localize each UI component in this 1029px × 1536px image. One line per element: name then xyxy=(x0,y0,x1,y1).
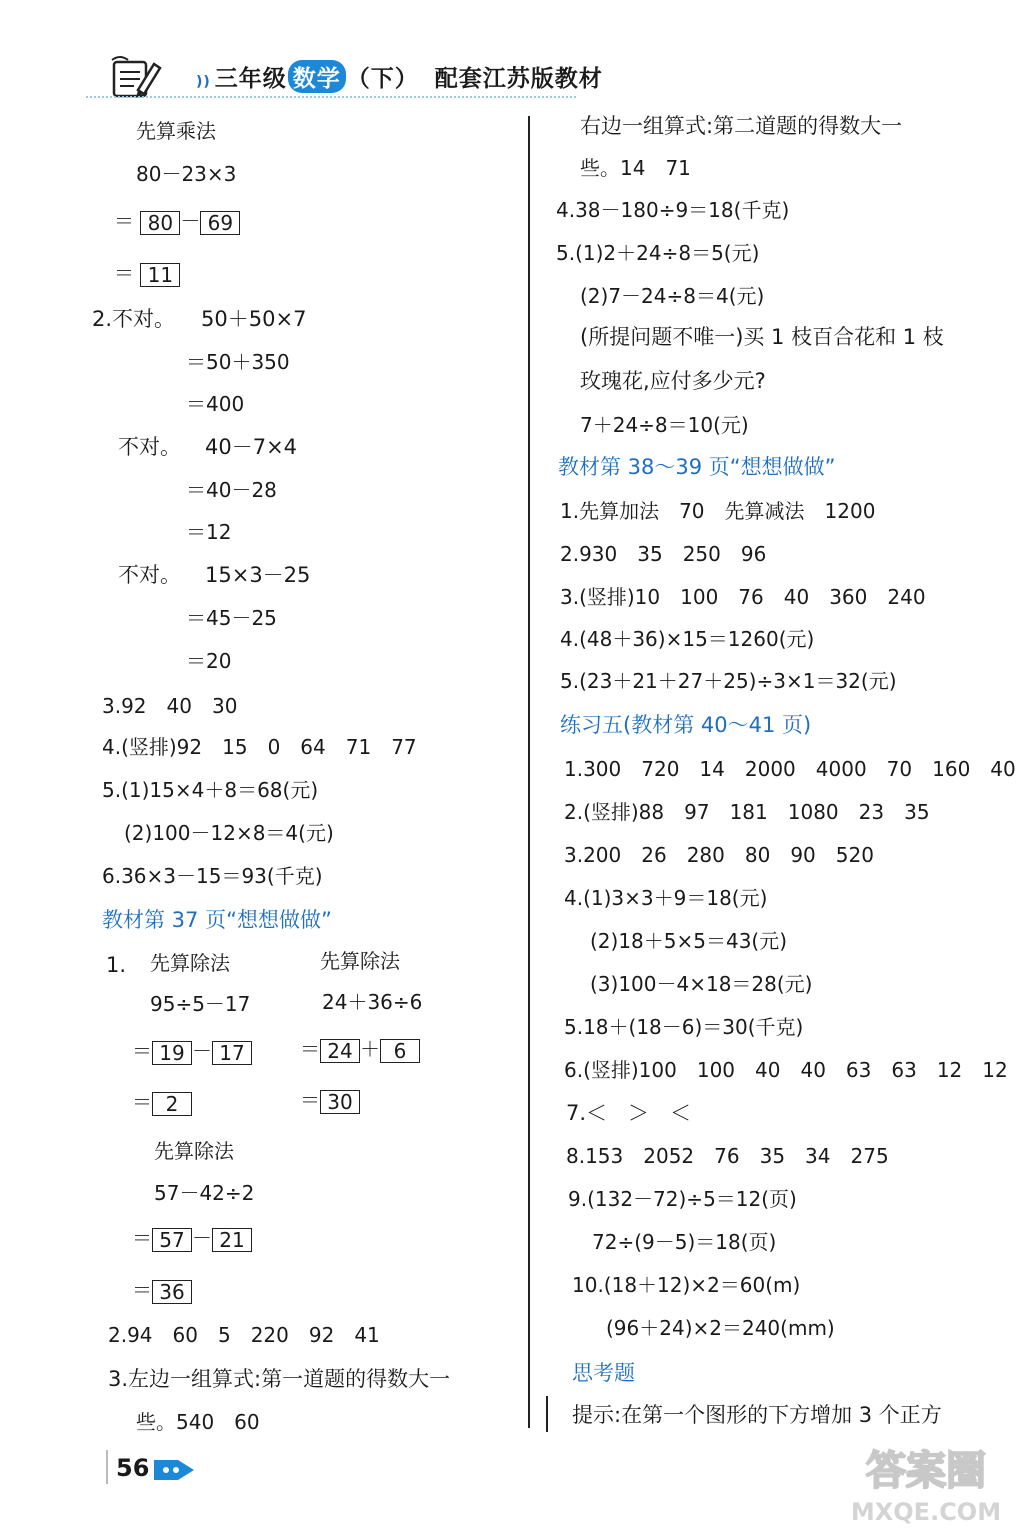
page-number: 56 xyxy=(116,1454,150,1482)
left-text-line: 4.(竖排)92 15 0 64 71 77 xyxy=(102,735,417,759)
boxed-equation xyxy=(132,1277,192,1303)
equals-sign: ＝ xyxy=(132,1090,152,1114)
left-text-line: 3.92 40 30 xyxy=(102,694,238,718)
operator: － xyxy=(180,209,201,233)
operator: ＋ xyxy=(360,1037,380,1061)
right-text-line: 9.(132－72)÷5＝12(页) xyxy=(568,1187,797,1211)
right-text-line: 7.＜ ＞ ＜ xyxy=(566,1101,692,1125)
right-text-line: (2)18＋5×5＝43(元) xyxy=(590,929,788,953)
item-label: 不对。 xyxy=(118,435,181,459)
answer-box: 80 xyxy=(140,211,180,235)
boxed-equation xyxy=(114,260,180,286)
left-text-line: 先算乘法 xyxy=(136,119,216,143)
right-text-line: 5.18＋(18－6)＝30(千克) xyxy=(564,1015,804,1039)
answer-box: 36 xyxy=(152,1280,192,1304)
right-text-line: 右边一组算式:第二道题的得数大一 xyxy=(580,114,903,138)
boxed-equation xyxy=(132,1089,192,1115)
equals-sign: ＝ xyxy=(132,1039,152,1063)
answer-box: 2 xyxy=(152,1092,192,1116)
page-number-arrow-icon xyxy=(152,1458,196,1482)
item-expression: 50＋50×7 xyxy=(201,307,307,331)
left-text-line: ＝12 xyxy=(186,520,232,544)
watermark-text: 答案圈 xyxy=(866,1448,986,1494)
right-text-line: 4.38－180÷9＝18(千克) xyxy=(556,198,790,222)
answer-box: 6 xyxy=(380,1039,420,1063)
left-text-line: 先算除法 xyxy=(320,949,400,973)
item-label: 不对。 xyxy=(112,307,176,331)
header-term: （下） xyxy=(346,66,419,92)
equals-sign: ＝ xyxy=(300,1088,320,1112)
boxed-equation xyxy=(132,1225,252,1251)
footer-divider xyxy=(106,1450,108,1484)
answer-box: 57 xyxy=(152,1228,192,1252)
left-text-line: 24＋36÷6 xyxy=(322,990,423,1014)
section-heading: 练习五(教材第 40～41 页) xyxy=(560,713,812,737)
right-text-line: 提示:在第一个图形的下方增加 3 个正方 xyxy=(572,1403,942,1427)
right-text-line: 72÷(9－5)＝18(页) xyxy=(592,1230,777,1254)
right-text-line: 1.先算加法 70 先算减法 1200 xyxy=(560,499,876,523)
right-text-line: 5.(23＋21＋27＋25)÷3×1＝32(元) xyxy=(560,669,897,693)
left-text-line: 先算除法 xyxy=(154,1139,234,1163)
notebook-pencil-icon xyxy=(108,54,162,102)
equals-sign: ＝ xyxy=(114,209,134,233)
right-text-line: 6.(竖排)100 100 40 40 63 63 12 12 xyxy=(564,1058,1008,1082)
left-text-line: (2)100－12×8＝4(元) xyxy=(124,821,334,845)
operator: － xyxy=(192,1226,212,1250)
answer-item xyxy=(92,306,306,332)
column-divider xyxy=(528,116,530,1428)
equals-sign: ＝ xyxy=(114,261,134,285)
header-subject-badge: 数学 xyxy=(288,60,346,93)
answer-item xyxy=(118,434,297,460)
answer-box: 69 xyxy=(200,211,240,235)
equals-sign: ＝ xyxy=(132,1226,152,1250)
watermark-logo xyxy=(846,1440,1006,1530)
right-text-line: (96＋24)×2＝240(mm) xyxy=(606,1316,835,1340)
answer-box: 19 xyxy=(152,1041,192,1065)
left-text-line: ＝45－25 xyxy=(186,606,277,630)
left-text-line: 3.左边一组算式:第一道题的得数大一 xyxy=(108,1367,451,1391)
right-text-line: 3.(竖排)10 100 76 40 360 240 xyxy=(560,585,926,609)
header-title: )) 三年级 数学 （下） 配套江苏版教材 xyxy=(196,60,603,93)
right-text-line: 8.153 2052 76 35 34 275 xyxy=(566,1144,889,1168)
header-edition: 配套江苏版教材 xyxy=(434,66,603,92)
right-margin-rule xyxy=(546,1396,548,1432)
equals-sign: ＝ xyxy=(300,1037,320,1061)
left-text-line: 5.(1)15×4＋8＝68(元) xyxy=(102,778,319,802)
answer-box: 24 xyxy=(320,1039,360,1063)
item-label: 不对。 xyxy=(118,563,181,587)
item-expression: 40－7×4 xyxy=(205,435,298,459)
right-text-line: 10.(18＋12)×2＝60(m) xyxy=(572,1273,801,1297)
right-text-line: (所提问题不唯一)买 1 枝百合花和 1 枝 xyxy=(580,325,944,349)
right-text-line: 2.(竖排)88 97 181 1080 23 35 xyxy=(564,800,930,824)
right-text-line: 5.(1)2＋24÷8＝5(元) xyxy=(556,241,760,265)
section-heading: 思考题 xyxy=(572,1361,635,1385)
answer-item xyxy=(118,562,310,588)
left-text-line: 57－42÷2 xyxy=(154,1181,255,1205)
operator: － xyxy=(192,1039,212,1063)
left-text-line: 6.36×3－15＝93(千克) xyxy=(102,864,323,888)
page-header xyxy=(86,50,603,102)
right-text-line: 7＋24÷8＝10(元) xyxy=(580,413,749,437)
answer-box: 30 xyxy=(320,1090,360,1114)
header-grade: 三年级 xyxy=(214,66,287,92)
left-text-line: ＝20 xyxy=(186,649,232,673)
left-text-line: 些。540 60 xyxy=(136,1410,260,1434)
right-text-line: 玫瑰花,应付多少元? xyxy=(580,369,766,393)
left-text-line: ＝50＋350 xyxy=(186,350,290,374)
left-text-line: 2.94 60 5 220 92 41 xyxy=(108,1323,380,1347)
left-text-line: 先算除法 xyxy=(150,951,230,975)
answer-box: 11 xyxy=(140,263,180,287)
boxed-equation xyxy=(114,208,240,234)
watermark-url: MXQE.COM xyxy=(850,1498,1002,1526)
right-text-line: 4.(1)3×3＋9＝18(元) xyxy=(564,886,768,910)
section-heading: 教材第 38～39 页“想想做做” xyxy=(558,455,836,479)
right-text-line: (3)100－4×18＝28(元) xyxy=(590,972,813,996)
left-text-line: ＝40－28 xyxy=(186,478,277,502)
left-text-line: 95÷5－17 xyxy=(150,992,251,1016)
boxed-equation xyxy=(300,1036,420,1062)
boxed-equation xyxy=(300,1087,360,1113)
answer-box: 21 xyxy=(212,1228,252,1252)
right-text-line: 1.300 720 14 2000 4000 70 160 40 xyxy=(564,757,1016,781)
right-text-line: 3.200 26 280 80 90 520 xyxy=(564,843,874,867)
item-number: 2. xyxy=(92,307,113,331)
left-text-line: 80－23×3 xyxy=(136,162,237,186)
answer-box: 17 xyxy=(212,1041,252,1065)
equals-sign: ＝ xyxy=(132,1278,152,1302)
right-text-line: 些。14 71 xyxy=(580,156,691,180)
right-text-line: (2)7－24÷8＝4(元) xyxy=(580,284,765,308)
right-text-line: 2.930 35 250 96 xyxy=(560,542,767,566)
boxed-equation xyxy=(132,1038,252,1064)
left-text-line: ＝400 xyxy=(186,392,245,416)
item-expression: 15×3－25 xyxy=(205,563,311,587)
section-heading: 教材第 37 页“想想做做” xyxy=(102,908,332,932)
header-dotted-rule xyxy=(86,96,576,98)
right-text-line: 4.(48＋36)×15＝1260(元) xyxy=(560,627,815,651)
item-number: 1. xyxy=(106,953,127,977)
